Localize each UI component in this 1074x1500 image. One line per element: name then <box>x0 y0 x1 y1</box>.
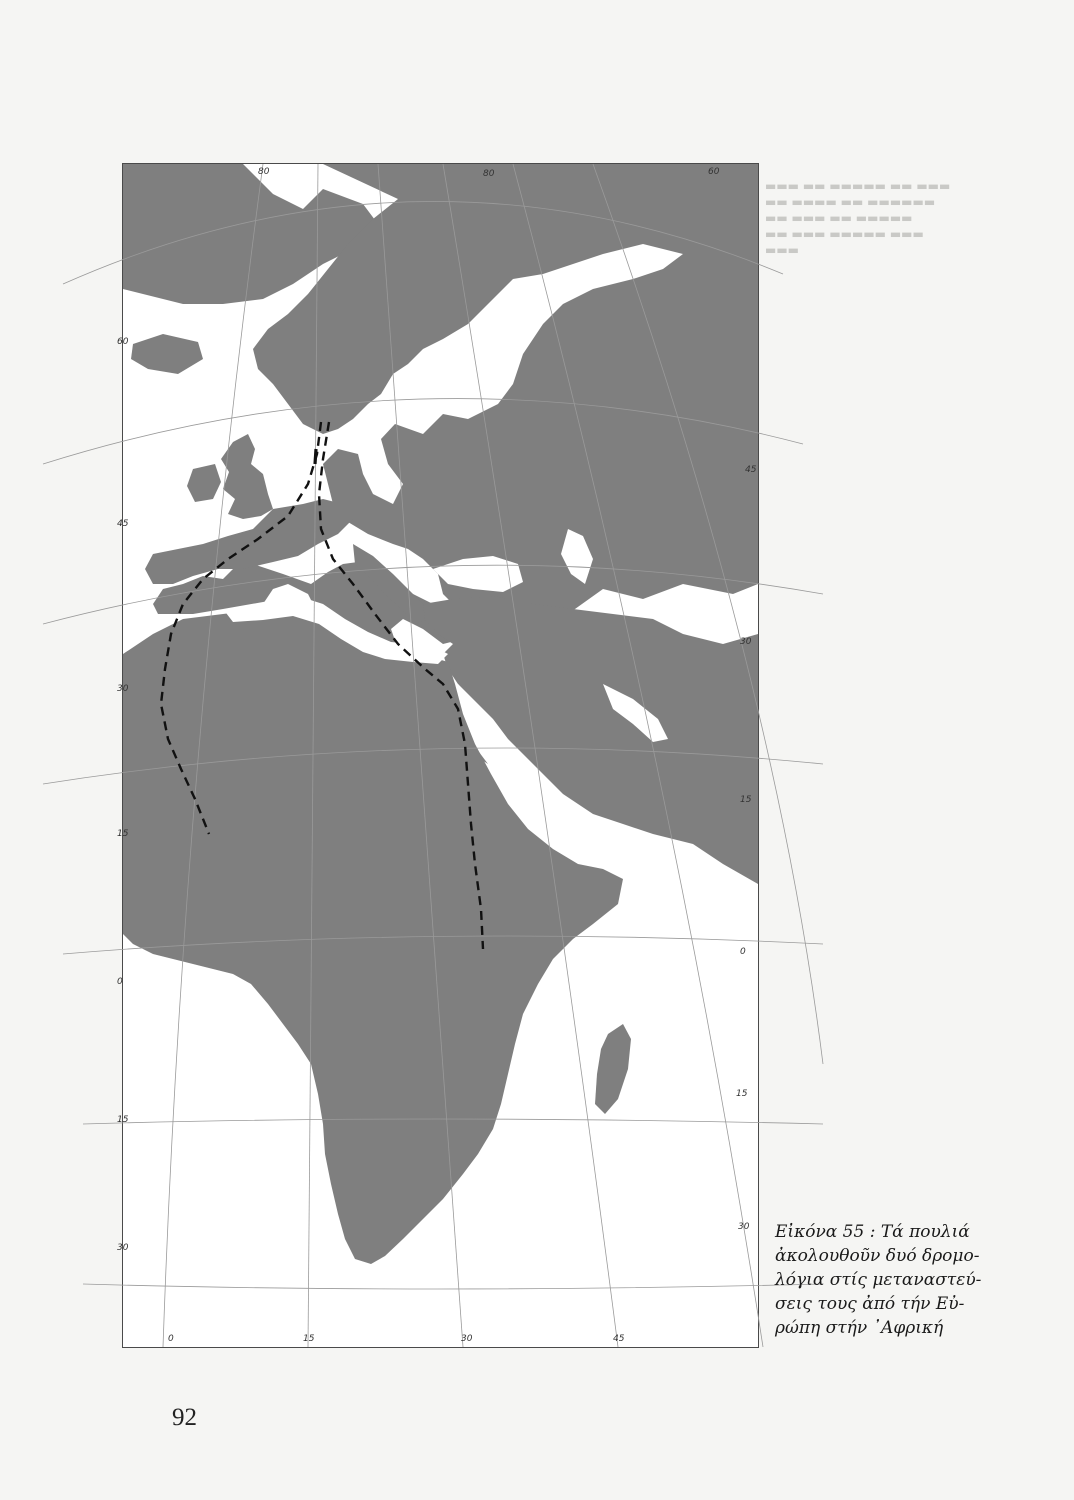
tick-right-6: 30 <box>738 1222 750 1232</box>
tick-top-1: 80 <box>258 167 270 177</box>
tick-left-5: 0 <box>117 977 123 987</box>
map-svg <box>117 164 758 1347</box>
tick-bottom-3: 30 <box>461 1334 473 1344</box>
tick-top-2: 80 <box>483 169 495 179</box>
tick-right-4: 0 <box>740 947 746 957</box>
land-iceland <box>131 334 203 374</box>
tick-left-3: 30 <box>117 684 129 694</box>
land-ireland <box>187 464 221 502</box>
caption-line-3: λόγια στίς μεταναστεύ- <box>775 1270 982 1290</box>
caption-line-1: Εἰκόνα 55 : Τά πουλιά <box>775 1222 970 1242</box>
caption-line-5: ρώπη στήν ᾿Αφρική <box>775 1318 944 1338</box>
tick-bottom-1: 0 <box>168 1334 174 1344</box>
tick-top-3: 60 <box>708 167 720 177</box>
tick-right-3: 15 <box>740 795 752 805</box>
caption-line-4: σεις τους ἀπό τήν Εὐ- <box>775 1294 965 1314</box>
figure-caption <box>775 1220 1025 1340</box>
tick-left-4: 15 <box>117 829 129 839</box>
tick-right-2: 30 <box>740 637 752 647</box>
show-through-text: ▬▬▬ ▬▬ ▬▬▬▬▬ ▬▬ ▬▬▬ ▬▬ ▬▬▬▬ ▬▬ ▬▬▬▬▬▬ ▬▬ ▬▬▬ ▬▬ ▬▬▬▬▬ ▬▬ ▬▬▬ ▬▬▬▬▬ ▬▬▬ ▬▬▬ <box>765 179 951 257</box>
land-madagascar <box>595 1024 631 1114</box>
tick-bottom-2: 15 <box>303 1334 315 1344</box>
tick-bottom-4: 45 <box>613 1334 625 1344</box>
tick-left-2: 45 <box>117 519 129 529</box>
tick-left-7: 30 <box>117 1243 129 1253</box>
tick-left-6: 15 <box>117 1115 129 1125</box>
tick-right-5: 15 <box>736 1089 748 1099</box>
tick-right-1: 45 <box>745 465 757 475</box>
migration-map <box>117 163 759 1348</box>
page-number: 92 <box>172 1404 197 1431</box>
caption-line-2: ἀκολουθοῦν δυό δρομο- <box>775 1246 980 1266</box>
eastern-route-bold-section <box>315 449 316 464</box>
tick-left-1: 60 <box>117 337 129 347</box>
